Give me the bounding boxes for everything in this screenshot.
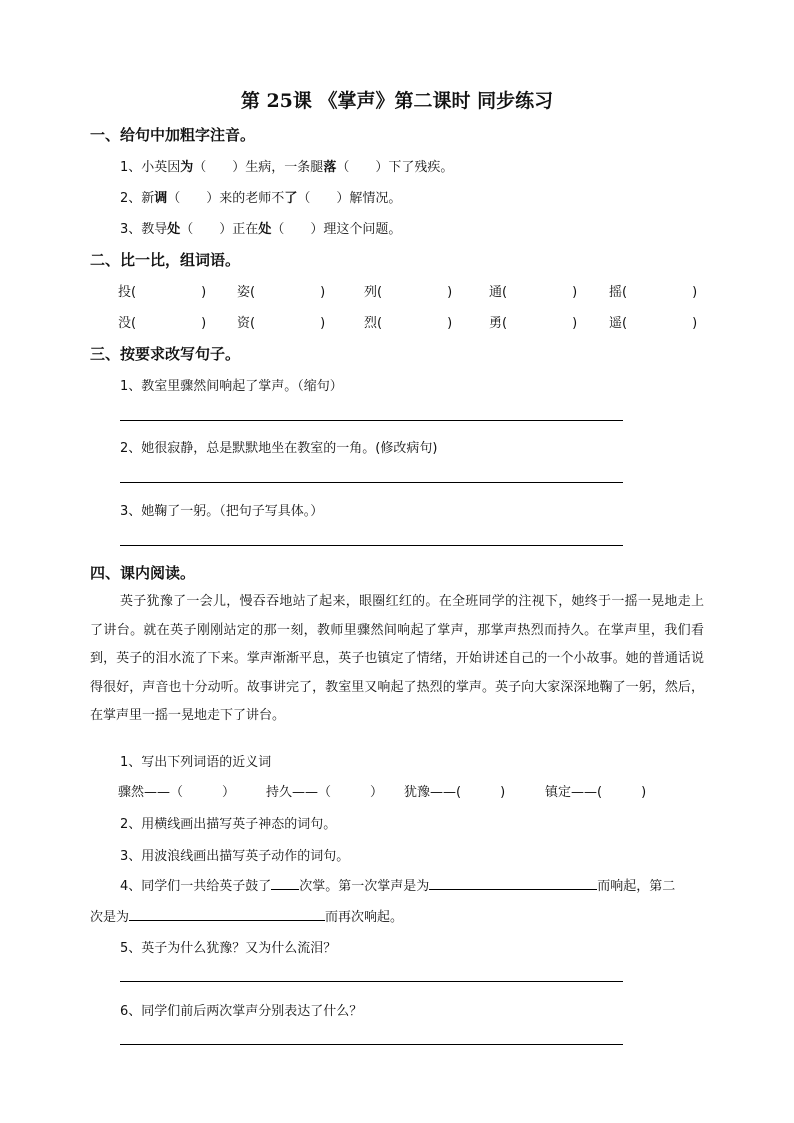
blank-second-reason[interactable] [129,908,325,921]
s4-question-4-line-1 [120,875,675,894]
word-cell: 投( ) [118,285,207,300]
s1-question-1 [120,156,453,175]
blank-first-reason[interactable] [429,877,597,890]
s3-question-2: 2、她很寂静，总是默默地坐在教室的一角。(修改病句) [120,441,438,456]
q1-bold-2: 落 [323,160,337,175]
word-cell: 资( ) [237,316,326,331]
word-cell: 列( ) [364,285,453,300]
q1-text-c: （ ）生病，一条腿 [193,160,324,175]
q4-text-a: 4、同学们一共给英子鼓了 [120,879,272,894]
answer-line [120,420,623,421]
blank-count[interactable] [271,877,299,890]
synonym-cell: 骤然——（ ） [118,785,236,800]
synonym-cell: 镇定——( ) [545,785,647,800]
section-2-heading: 二、比一比，组词语。 [90,251,241,269]
answer-line [120,482,623,483]
answer-line [120,545,623,546]
q4-text-c: 而响起，第二 [597,879,676,894]
q3-text-a: 3、教导 [120,222,168,237]
reading-passage: 英子犹豫了一会儿，慢吞吞地站了起来，眼圈红红的。在全班同学的注视下，她终于一摇一晃地走上了讲台。就在英子刚刚站定的那一刻，教师里骤然间响起了掌声，那掌声热烈而持久。在掌声里，我们看到，英子的泪水流了下来。掌声渐渐平息，英子也镇定了情绪，开始讲述自己的一个小故事。她的普通话说得很好，声音也十分动听。故事讲完了，教室里又响起了热烈的掌声。英子向大家深深地鞠了一躬，然后，在掌声里一摇一晃地走下了讲台。 [90,594,704,723]
q1-text-e: （ ）下了残疾。 [336,160,454,175]
word-cell: 通( ) [489,285,578,300]
word-cell: 没( ) [118,316,207,331]
section-3-heading: 三、按要求改写句子。 [90,345,241,363]
answer-line [120,981,623,982]
s4-question-4-line-2 [90,906,403,925]
s4-question-3: 3、用波浪线画出描写英子动作的词句。 [120,849,350,864]
q2-bold-1: 调 [154,191,168,206]
word-cell: 烈( ) [364,316,453,331]
synonym-cell: 犹豫——( ) [404,785,506,800]
s1-question-3 [120,218,401,237]
q1-bold-1: 为 [180,160,194,175]
q1-text-a: 1、小英因 [120,160,181,175]
s4-question-1: 1、写出下列词语的近义词 [120,755,272,770]
s4-question-5: 5、英子为什么犹豫？又为什么流泪？ [120,941,337,956]
s4-question-2: 2、用横线画出描写英子神态的词句。 [120,817,337,832]
q2-text-c: （ ）来的老师不 [167,191,285,206]
answer-line [120,1044,623,1045]
q3-bold-2: 处 [258,222,272,237]
word-cell: 姿( ) [237,285,326,300]
s4-question-6: 6、同学们前后两次掌声分别表达了什么？ [120,1004,363,1019]
word-cell: 勇( ) [489,316,578,331]
section-1-heading: 一、给句中加粗字注音。 [90,126,256,144]
q4-text-e: 而再次响起。 [325,910,404,925]
s1-question-2 [120,187,401,206]
q3-text-e: （ ）理这个问题。 [271,222,402,237]
q2-bold-2: 了 [284,191,298,206]
q2-text-a: 2、新 [120,191,155,206]
q3-bold-1: 处 [167,222,181,237]
page-title: 第 25课 《掌声》第二课时 同步练习 [240,90,554,112]
q2-text-e: （ ）解情况。 [297,191,402,206]
s3-question-1: 1、教室里骤然间响起了掌声。（缩句） [120,379,343,394]
synonym-cell: 持久——（ ） [266,785,384,800]
q4-text-b: 次掌。第一次掌声是为 [299,879,430,894]
q3-text-c: （ ）正在 [180,222,259,237]
word-cell: 遥( ) [609,316,698,331]
section-4-heading: 四、课内阅读。 [90,564,196,582]
word-cell: 摇( ) [609,285,698,300]
q4-text-d: 次是为 [90,910,130,925]
s3-question-3: 3、她鞠了一躬。（把句子写具体。） [120,504,324,519]
